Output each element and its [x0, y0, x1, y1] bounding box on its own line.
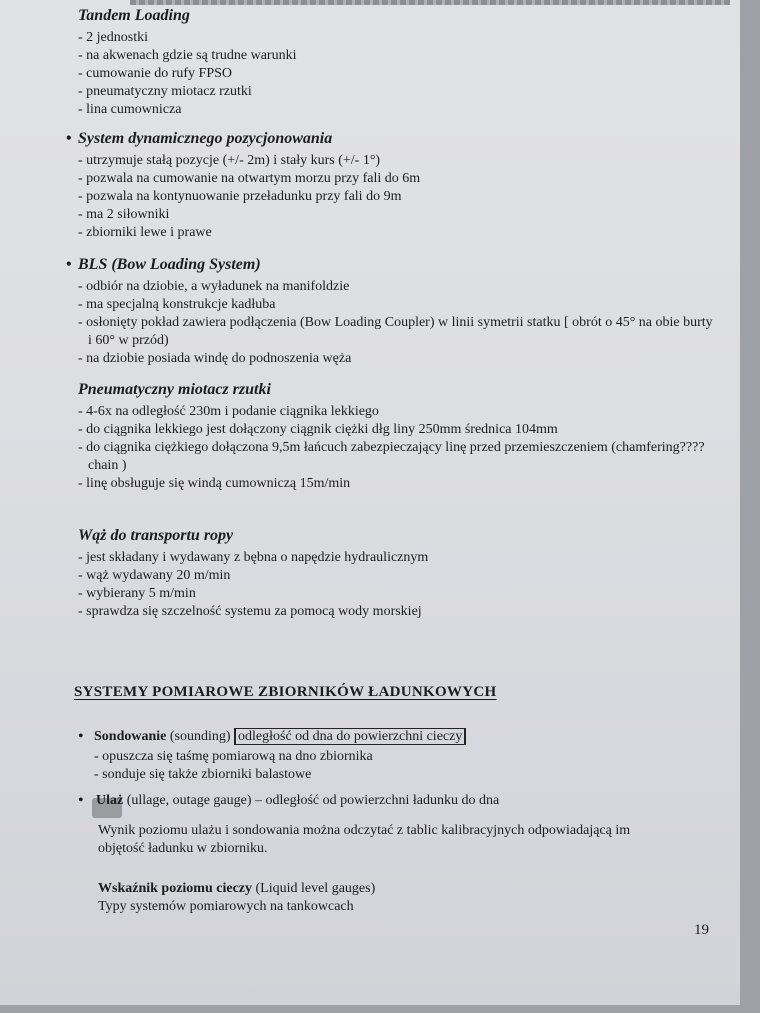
page-number: 19	[694, 922, 709, 938]
list-item: - sprawdza się szczelność systemu za pomocą wody morskiej	[78, 603, 718, 621]
list-item: - 2 jednostki	[78, 29, 718, 47]
list-miotacz	[78, 403, 718, 493]
heading-tandem-loading: Tandem Loading	[78, 7, 190, 24]
list-item: - do ciągnika ciężkiego dołączona 9,5m łańcuch zabezpieczający linę przed przemieszczeniem (chamfering???? chain )	[78, 439, 718, 475]
paragraph-wynik	[98, 822, 678, 858]
bullet-icon: •	[78, 792, 84, 809]
ulaz-definition: (ullage, outage gauge) – odległość od powierzchni ładunku do dna	[126, 793, 500, 808]
heading-waz: Wąż do transportu ropy	[78, 527, 234, 544]
section-systemy	[74, 684, 714, 701]
list-item: - wybierany 5 m/min	[78, 585, 718, 603]
item-wskaznik	[98, 880, 738, 916]
list-item: - pneumatyczny miotacz rzutki	[78, 83, 718, 101]
list-item: - utrzymuje stałą pozycje (+/- 2m) i stały kurs (+/- 1°)	[78, 152, 718, 170]
item-sondowanie	[78, 728, 734, 784]
list-waz	[78, 549, 718, 621]
list-item: - na akwenach gdzie są trudne warunki	[78, 47, 718, 65]
list-item: - zbiorniki lewe i prawe	[78, 224, 718, 242]
item-ulaz	[78, 792, 736, 810]
list-item: - na dziobie posiada windę do podnoszenia węża	[78, 350, 718, 368]
heading-dp: • System dynamicznego pozycjonowania	[78, 129, 718, 149]
list-item: - wąż wydawany 20 m/min	[78, 567, 718, 585]
term-ulaz: Ulaż	[96, 793, 124, 808]
section-tandem-loading	[78, 6, 718, 119]
list-item: - osłonięty pokład zawiera podłączenia (Bow Loading Coupler) w linii symetrii statku [ obrót o 45° na obie burty i 60° w przód)	[78, 314, 718, 350]
list-item: - ma specjalną konstrukcje kadłuba	[78, 296, 718, 314]
list-item: - cumowanie do rufy FPSO	[78, 65, 718, 83]
wynik-text: Wynik poziomu ulażu i sondowania można odczytać z tablic kalibracyjnych odpowiadającą im objętość ładunku w zbiorniku.	[98, 823, 631, 856]
bullet-icon: •	[78, 728, 84, 745]
list-item: - pozwala na cumowanie na otwartym morzu przy fali do 6m	[78, 170, 718, 188]
heading-bls: • BLS (Bow Loading System)	[78, 255, 718, 275]
list-item: - 4-6x na odległość 230m i podanie ciągnika lekkiego	[78, 403, 718, 421]
list-item: - jest składany i wydawany z bębna o napędzie hydraulicznym	[78, 549, 718, 567]
list-item: - odbiór na dziobie, a wyładunek na manifoldzie	[78, 278, 718, 296]
heading-miotacz: Pneumatyczny miotacz rzutki	[78, 381, 271, 398]
section-dp	[78, 129, 718, 242]
term-liquid-level: (Liquid level gauges)	[255, 881, 376, 896]
heading-systemy: SYSTEMY POMIAROWE ZBIORNIKÓW ŁADUNKOWYCH	[74, 684, 497, 700]
list-item: - linę obsługuje się windą cumowniczą 15m/min	[78, 475, 718, 493]
list-item: - sonduje się także zbiorniki balastowe	[94, 766, 734, 784]
list-item: - ma 2 siłowniki	[78, 206, 718, 224]
list-item: - lina cumownicza	[78, 101, 718, 119]
list-tandem	[78, 29, 718, 119]
section-waz	[78, 526, 718, 621]
list-bls	[78, 278, 718, 368]
list-dp	[78, 152, 718, 242]
term-sounding: (sounding)	[169, 729, 231, 744]
section-bls	[78, 255, 718, 368]
definition-box: odległość od dna do powierzchni cieczy	[234, 728, 466, 745]
list-sondowanie	[94, 748, 734, 784]
list-item: - opuszcza się taśmę pomiarową na dno zbiornika	[94, 748, 734, 766]
section-miotacz	[78, 380, 718, 493]
list-item: - do ciągnika lekkiego jest dołączony ciągnik ciężki dłg liny 250mm średnica 104mm	[78, 421, 718, 439]
cropped-header-strip	[130, 0, 730, 5]
list-item: - pozwala na kontynuowanie przeładunku przy fali do 9m	[78, 188, 718, 206]
term-sondowanie: Sondowanie	[94, 729, 167, 744]
typy-text: Typy systemów pomiarowych na tankowcach	[98, 899, 354, 914]
term-wskaznik: Wskaźnik poziomu cieczy	[98, 881, 252, 896]
